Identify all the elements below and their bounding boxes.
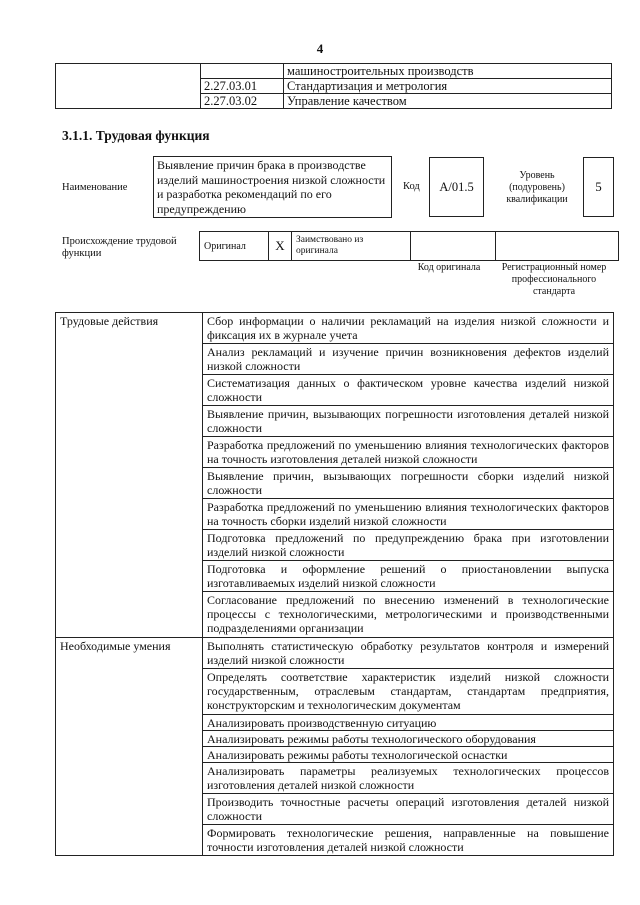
- code-cell: [201, 64, 284, 79]
- origin-label: Происхождение трудовой функции: [62, 236, 177, 259]
- labor-action-item: Выявление причин, вызывающих погрешности изготовления деталей низкой сложности: [203, 406, 614, 437]
- specialty-codes-table: [55, 63, 612, 109]
- code-label: Код: [403, 181, 420, 192]
- skill-item: Производить точностные расчеты операций изготовления деталей низкой сложности: [203, 794, 614, 825]
- section-title: 3.1.1. Трудовая функция: [62, 128, 210, 143]
- table-row: [200, 232, 619, 261]
- empty-cell: [56, 94, 201, 109]
- skill-item: Анализировать режимы работы технологического оборудования: [203, 731, 614, 747]
- labor-function-table: [55, 312, 614, 856]
- labor-action-item: Подготовка и оформление решений о приостановлении выпуска изготавливаемых изделий низкой сложности: [203, 561, 614, 592]
- labor-action-item: Выявление причин, вызывающих погрешности сборки изделий низкой сложности: [203, 468, 614, 499]
- skill-item: Анализировать производственную ситуацию: [203, 715, 614, 731]
- table-row: [56, 638, 614, 669]
- labor-action-item: Сбор информации о наличии рекламаций на изделия низкой сложности и фиксация их в журнале учета: [203, 313, 614, 344]
- labor-action-item: Анализ рекламаций и изучение причин возникновения дефектов изделий низкой сложности: [203, 344, 614, 375]
- skill-item: Формировать технологические решения, направленные на повышение точности изготовления деталей низкой сложности: [203, 825, 614, 856]
- name-cell: машиностроительных производств: [284, 64, 612, 79]
- name-cell: Управление качеством: [284, 94, 612, 109]
- labor-action-item: Согласование предложений по внесению изменений в технологические процессы с технологическими, метрологическими и производственными подразделениями организации: [203, 592, 614, 638]
- registration-caption: Регистрационный номер профессионального стандарта: [501, 262, 607, 297]
- table-row: [56, 313, 614, 344]
- labor-action-item: Разработка предложений по уменьшению влияния технологических факторов на точность изготовления деталей низкой сложности: [203, 437, 614, 468]
- origin-table: [199, 231, 619, 261]
- table-row: [56, 79, 612, 94]
- name-label: Наименование: [62, 182, 128, 193]
- code-cell: 2.27.03.02: [201, 94, 284, 109]
- code-original-caption: Код оригинала: [417, 262, 481, 273]
- skills-category-label: Необходимые умения: [56, 638, 203, 856]
- original-mark: X: [269, 232, 292, 261]
- function-code-box: A/01.5: [429, 157, 484, 217]
- function-name-box: Выявление причин брака в производстве изделий машиностроения низкой сложности и разработка рекомендаций по его предупреждению: [153, 156, 392, 218]
- registration-number-cell: [496, 232, 619, 261]
- page-number: 4: [316, 41, 324, 56]
- original-label: Оригинал: [200, 232, 269, 261]
- level-value-box: 5: [583, 157, 614, 217]
- code-cell: 2.27.03.01: [201, 79, 284, 94]
- labor-action-item: Подготовка предложений по предупреждению брака при изготовлении изделий низкой сложности: [203, 530, 614, 561]
- empty-cell: [56, 79, 201, 94]
- skill-item: Анализировать режимы работы технологической оснастки: [203, 747, 614, 763]
- level-label: Уровень (подуровень) квалификации: [506, 170, 568, 205]
- borrowed-label: Заимствовано из оригинала: [292, 232, 411, 261]
- skill-item: Анализировать параметры реализуемых технологических процессов изготовления деталей низкой сложности: [203, 763, 614, 794]
- empty-cell: [56, 64, 201, 79]
- skill-item: Выполнять статистическую обработку результатов контроля и измерений изделий низкой сложности: [203, 638, 614, 669]
- table-row: [56, 64, 612, 79]
- original-code-cell: [411, 232, 496, 261]
- labor-actions-category-label: Трудовые действия: [56, 313, 203, 638]
- labor-action-item: Разработка предложений по уменьшению влияния технологических факторов на точность сборки изделий низкой сложности: [203, 499, 614, 530]
- skill-item: Определять соответствие характеристик изделий низкой сложности государственным, отраслевым стандартам, стандартам предприятия, конструкторским и технологическим документам: [203, 669, 614, 715]
- name-cell: Стандартизация и метрология: [284, 79, 612, 94]
- table-row: [56, 94, 612, 109]
- labor-action-item: Систематизация данных о фактическом уровне качества изделий низкой сложности: [203, 375, 614, 406]
